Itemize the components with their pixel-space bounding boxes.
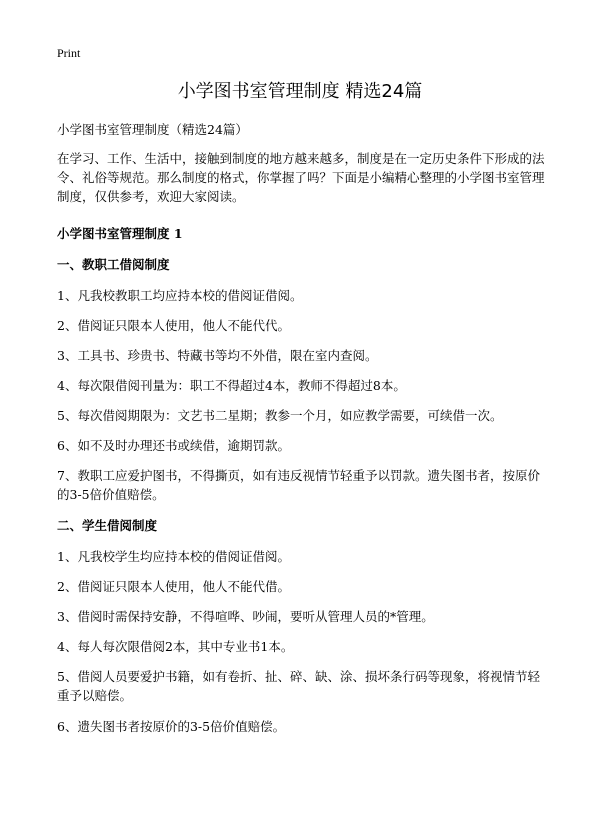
list-item: 6、如不及时办理还书或续借，逾期罚款。 xyxy=(57,438,290,453)
list-item: 3、工具书、珍贵书、特藏书等均不外借，限在室内查阅。 xyxy=(57,348,378,363)
list-item: 1、凡我校学生均应持本校的借阅证借阅。 xyxy=(57,549,290,564)
list-item: 6、遗失图书者按原价的3-5倍价值赔偿。 xyxy=(57,719,286,734)
list-item: 2、借阅证只限本人使用，他人不能代代。 xyxy=(57,318,290,333)
list-item: 7、教职工应爱护图书，不得撕页，如有违反视情节轻重予以罚款。遗失图书者，按原价的3-5倍价值赔偿。 xyxy=(57,468,540,502)
article-subtitle: 小学图书室管理制度（精选24篇） xyxy=(57,122,248,137)
part-heading: 小学图书室管理制度 1 xyxy=(57,226,183,241)
print-label: Print xyxy=(57,46,81,60)
article-body xyxy=(57,120,549,747)
list-item: 2、借阅证只限本人使用，他人不能代借。 xyxy=(57,579,290,594)
page-title: 小学图书室管理制度 精选24篇 xyxy=(177,81,423,102)
section-heading-staff: 一、教职工借阅制度 xyxy=(57,257,170,272)
list-item: 5、借阅人员要爱护书籍，如有卷折、扯、碎、缺、涂、损坏条行码等现象，将视情节轻重予以赔偿。 xyxy=(57,669,540,703)
list-item: 5、每次借阅期限为：文艺书二星期；教参一个月，如应教学需要，可续借一次。 xyxy=(57,408,503,423)
list-item: 1、凡我校教职工均应持本校的借阅证借阅。 xyxy=(57,288,303,303)
list-item: 3、借阅时需保持安静，不得喧哗、吵闹，要听从管理人员的*管理。 xyxy=(57,609,434,624)
section-heading-students: 二、学生借阅制度 xyxy=(57,518,158,533)
list-item: 4、每次限借阅刊量为：职工不得超过4本，教师不得超过8本。 xyxy=(57,378,406,393)
article-intro: 在学习、工作、生活中，接触到制度的地方越来越多，制度是在一定历史条件下形成的法令、礼俗等规范。那么制度的格式，你掌握了吗？下面是小编精心整理的小学图书室管理制度，仅供参考，欢迎大家阅读。 xyxy=(57,151,545,204)
list-item: 4、每人每次限借阅2本，其中专业书1本。 xyxy=(57,639,294,654)
